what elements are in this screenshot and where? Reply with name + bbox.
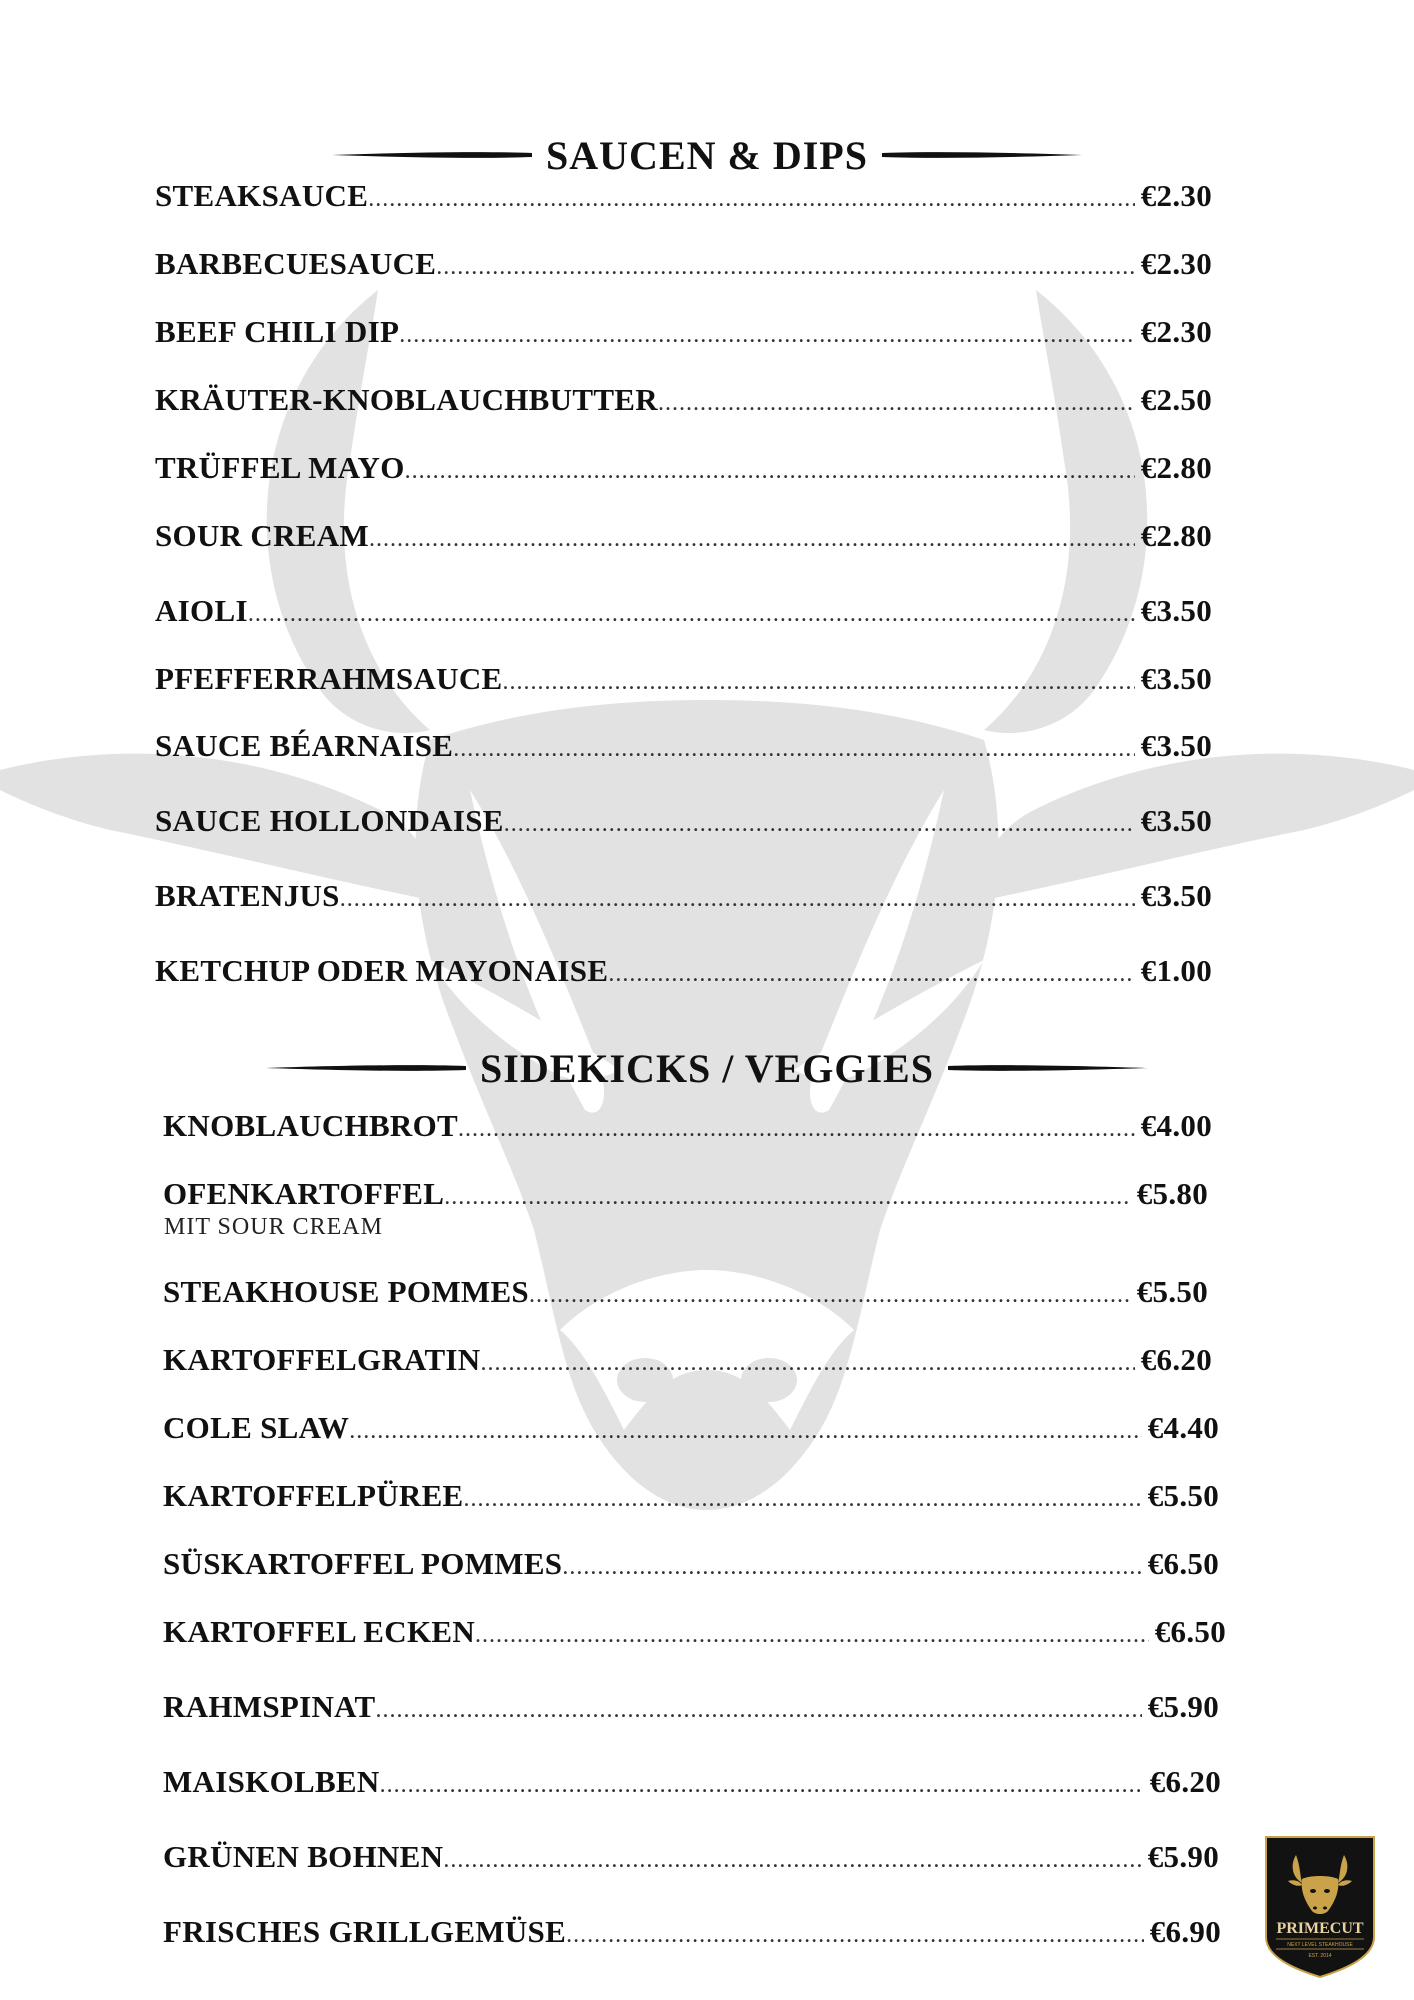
- menu-item: [163, 1108, 1212, 1144]
- menu-item-name: FRISCHES GRILLGEMÜSE: [163, 1914, 567, 1949]
- menu-item-price: €2.80: [1140, 450, 1212, 485]
- menu-item-name: AIOLI: [155, 593, 248, 628]
- menu-item: [155, 246, 1212, 282]
- menu-item-name: SAUCE BÉARNAISE: [155, 728, 454, 763]
- menu-item-price: €6.20: [1140, 1342, 1212, 1377]
- menu-item: [155, 518, 1212, 554]
- dot-leader: [380, 1772, 1144, 1799]
- dot-leader: [562, 1554, 1141, 1581]
- dot-leader: [658, 390, 1135, 417]
- menu-item-price: €2.30: [1140, 178, 1212, 213]
- menu-item: [155, 178, 1212, 214]
- primecut-logo-icon: [1262, 1833, 1378, 1979]
- menu-item: [155, 878, 1212, 914]
- menu-item: [155, 661, 1212, 697]
- menu-item: [163, 1478, 1219, 1514]
- menu-item: [155, 953, 1212, 989]
- menu-item-name: STEAKHOUSE POMMES: [163, 1274, 529, 1309]
- left-rule-divider: [332, 148, 532, 162]
- menu-item-price: €2.30: [1140, 246, 1212, 281]
- menu-item-name: SAUCE HOLLONDAISE: [155, 803, 504, 838]
- left-rule-divider: [266, 1061, 466, 1075]
- menu-item-name: KRÄUTER-KNOBLAUCHBUTTER: [155, 382, 658, 417]
- dot-leader: [458, 1116, 1135, 1143]
- menu-item-price: €5.80: [1136, 1176, 1208, 1211]
- dot-leader: [566, 1922, 1144, 1949]
- menu-item-price: €5.50: [1147, 1478, 1219, 1513]
- dot-leader: [368, 186, 1135, 213]
- menu-item: [163, 1764, 1221, 1800]
- menu-item-price: €6.20: [1149, 1764, 1221, 1799]
- logo-est: EST. 2014: [1308, 1953, 1332, 1959]
- menu-item: [163, 1274, 1208, 1310]
- menu-item: [163, 1614, 1226, 1650]
- right-rule-divider: [882, 148, 1082, 162]
- menu-item-price: €5.90: [1147, 1839, 1219, 1874]
- section-title-saucen: [0, 125, 1414, 185]
- dot-leader: [608, 961, 1134, 988]
- menu-item-price: €3.50: [1140, 728, 1212, 763]
- menu-item: [155, 803, 1212, 839]
- menu-item-name: KARTOFFELPÜREE: [163, 1478, 464, 1513]
- menu-item: [155, 314, 1212, 350]
- menu-item-price: €6.50: [1154, 1614, 1226, 1649]
- menu-item-name: BRATENJUS: [155, 878, 340, 913]
- menu-item-name: KETCHUP ODER MAYONAISE: [155, 953, 609, 988]
- menu-item: [163, 1689, 1219, 1725]
- menu-item: [163, 1176, 1208, 1212]
- menu-item-note: MIT SOUR CREAM: [164, 1214, 383, 1240]
- menu-item-name: BEEF CHILI DIP: [155, 314, 400, 349]
- right-rule-divider: [948, 1061, 1148, 1075]
- menu-item-name: KARTOFFEL ECKEN: [163, 1614, 476, 1649]
- menu-item-name: GRÜNEN BOHNEN: [163, 1839, 444, 1874]
- menu-item-name: BARBECUESAUCE: [155, 246, 437, 281]
- section-title-sidekicks: [0, 1038, 1414, 1098]
- menu-item-name: COLE SLAW: [163, 1410, 350, 1445]
- dot-leader: [340, 886, 1135, 913]
- dot-leader: [480, 1350, 1134, 1377]
- menu-item-name: PFEFFERRAHMSAUCE: [155, 661, 503, 696]
- dot-leader: [399, 322, 1135, 349]
- dot-leader: [504, 811, 1135, 838]
- dot-leader: [369, 526, 1135, 553]
- menu-item: [163, 1914, 1221, 1950]
- menu-item-price: €2.80: [1140, 518, 1212, 553]
- menu-item-price: €4.00: [1140, 1108, 1212, 1143]
- menu-item-price: €5.90: [1147, 1689, 1219, 1724]
- dot-leader: [443, 1847, 1141, 1874]
- menu-item-price: €3.50: [1140, 661, 1212, 696]
- menu-item-name: RAHMSPINAT: [163, 1689, 376, 1724]
- section-title-text: SAUCEN & DIPS: [546, 132, 868, 178]
- dot-leader: [405, 458, 1135, 485]
- menu-item: [155, 728, 1212, 764]
- dot-leader: [503, 669, 1135, 696]
- menu-item-name: KNOBLAUCHBROT: [163, 1108, 458, 1143]
- dot-leader: [436, 254, 1135, 281]
- dot-leader: [349, 1418, 1142, 1445]
- dot-leader: [444, 1184, 1130, 1211]
- menu-item: [155, 593, 1212, 629]
- menu-item-name: SOUR CREAM: [155, 518, 369, 553]
- menu-item-name: TRÜFFEL MAYO: [155, 450, 405, 485]
- menu-item-name: STEAKSAUCE: [155, 178, 369, 213]
- menu-item-name: SÜSKARTOFFEL POMMES: [163, 1546, 563, 1581]
- menu-item-price: €4.40: [1147, 1410, 1219, 1445]
- menu-item: [163, 1546, 1219, 1582]
- menu-item-price: €3.50: [1140, 803, 1212, 838]
- menu-item-name: MAISKOLBEN: [163, 1764, 380, 1799]
- menu-item-price: €6.50: [1147, 1546, 1219, 1581]
- menu-item-price: €6.90: [1149, 1914, 1221, 1949]
- dot-leader: [475, 1622, 1149, 1649]
- menu-item-price: €3.50: [1140, 878, 1212, 913]
- section-title-text: SIDEKICKS / VEGGIES: [480, 1045, 934, 1091]
- menu-item: [163, 1342, 1212, 1378]
- logo-tagline: NEXT LEVEL STEAKHOUSE: [1287, 1942, 1353, 1948]
- menu-item: [155, 450, 1212, 486]
- menu-item-name: OFENKARTOFFEL: [163, 1176, 445, 1211]
- logo-brand: PRIMECUT: [1276, 1920, 1364, 1937]
- menu-item: [155, 382, 1212, 418]
- dot-leader: [453, 736, 1135, 763]
- dot-leader: [529, 1282, 1131, 1309]
- dot-leader: [464, 1486, 1142, 1513]
- menu-item-price: €2.50: [1140, 382, 1212, 417]
- dot-leader: [248, 601, 1135, 628]
- menu-item: [163, 1839, 1219, 1875]
- menu-item-price: €2.30: [1140, 314, 1212, 349]
- menu-item-name: KARTOFFELGRATIN: [163, 1342, 481, 1377]
- menu-item-price: €1.00: [1140, 953, 1212, 988]
- menu-item-price: €5.50: [1136, 1274, 1208, 1309]
- dot-leader: [376, 1697, 1142, 1724]
- menu-item-price: €3.50: [1140, 593, 1212, 628]
- menu-item: [163, 1410, 1219, 1446]
